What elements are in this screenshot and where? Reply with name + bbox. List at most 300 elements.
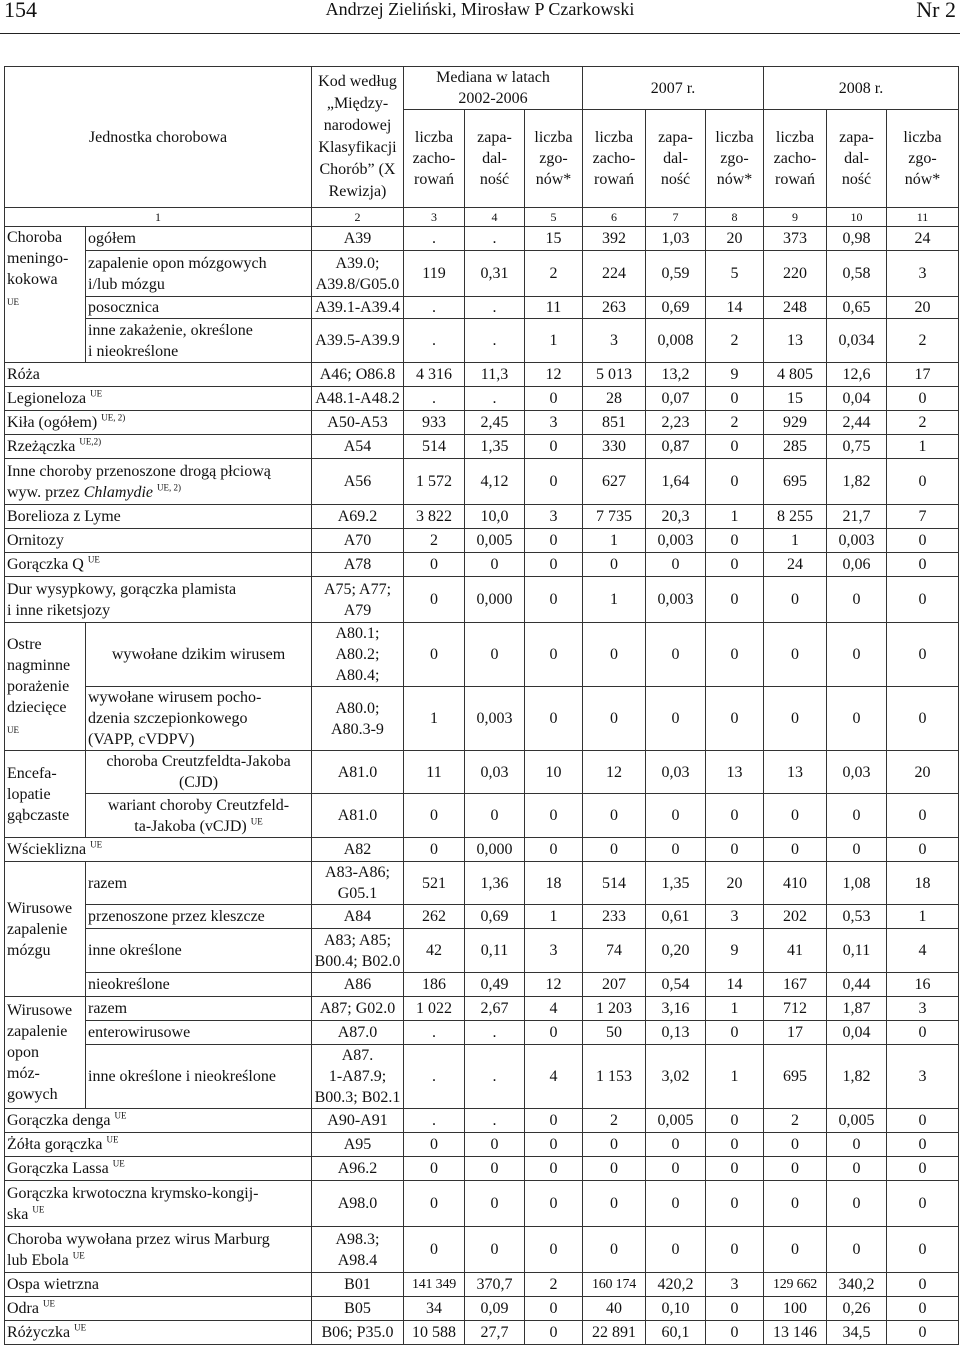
group-text: kokowa — [7, 271, 58, 288]
value-cell: 2 — [404, 529, 465, 553]
group-text: mózgu — [7, 941, 51, 959]
group-text: opon — [7, 1044, 39, 1061]
column-number: 6 — [583, 208, 646, 227]
value-cell: 1 203 — [583, 997, 646, 1021]
icd-text: A48.1-A48.2 — [315, 390, 400, 407]
head-incidence — [646, 110, 706, 208]
group-label — [5, 751, 86, 838]
icd-code — [312, 529, 404, 553]
value-cell: 0 — [525, 1297, 583, 1321]
table-row — [5, 929, 959, 973]
table-row — [5, 623, 959, 687]
value-cell: 0 — [706, 553, 764, 577]
table-row — [5, 838, 959, 862]
icd-code — [312, 387, 404, 411]
value-cell: 0 — [404, 794, 465, 838]
value-cell: 0 — [887, 1297, 959, 1321]
icd-code — [312, 1227, 404, 1273]
value-cell: 0 — [706, 1133, 764, 1157]
value-cell: 24 — [764, 553, 827, 577]
disease-text: dzenia szczepionkowego — [88, 710, 248, 727]
value-cell: 0,11 — [827, 929, 887, 973]
disease-name — [5, 1181, 312, 1227]
value-cell: 3 — [887, 997, 959, 1021]
value-cell: 0,26 — [827, 1297, 887, 1321]
icd-text: A87; G02.0 — [319, 1000, 396, 1017]
head-text: rowań — [414, 171, 454, 188]
value-cell: 4 316 — [404, 363, 465, 387]
value-cell: 0,20 — [646, 929, 706, 973]
head-text: zgo- — [908, 150, 937, 167]
ue-marker: UE — [112, 1158, 125, 1169]
value-cell: 0 — [525, 1321, 583, 1345]
value-cell: 16 — [887, 973, 959, 997]
head-text: zapa- — [658, 129, 693, 146]
value-cell: 0 — [887, 1273, 959, 1297]
value-cell: 370,7 — [465, 1273, 525, 1297]
value-cell: 0,61 — [646, 905, 706, 929]
head-text: dal- — [663, 150, 688, 167]
value-cell: 0 — [887, 387, 959, 411]
value-cell: 11,3 — [465, 363, 525, 387]
disease-text: Legioneloza — [7, 390, 87, 407]
value-cell: 0,10 — [646, 1297, 706, 1321]
table-row — [5, 862, 959, 905]
value-cell: 0,69 — [465, 905, 525, 929]
value-cell: 18 — [525, 862, 583, 905]
disease-text: wyw. przez — [7, 483, 80, 501]
value-cell: 0 — [525, 1021, 583, 1045]
table-row — [5, 577, 959, 623]
group-text: Ostre — [7, 636, 42, 653]
head-text: liczba — [534, 129, 573, 146]
value-cell: 0,06 — [827, 553, 887, 577]
value-cell: 0,03 — [465, 751, 525, 794]
disease-name — [5, 1297, 312, 1321]
table-row — [5, 1021, 959, 1045]
icd-text: A80.3-9 — [331, 720, 384, 738]
value-cell: 0 — [404, 1133, 465, 1157]
icd-text: A50-A53 — [327, 414, 388, 431]
head-unit — [5, 67, 312, 208]
value-cell: 10 588 — [404, 1321, 465, 1345]
value-cell: 0,005 — [827, 1109, 887, 1133]
value-cell: 20 — [887, 751, 959, 794]
value-cell: 695 — [764, 459, 827, 505]
page-header — [0, 0, 960, 26]
value-cell: 21,7 — [827, 505, 887, 529]
icd-code — [312, 1273, 404, 1297]
value-cell: 1 — [764, 529, 827, 553]
value-cell: 11 — [404, 751, 465, 794]
disease-name — [86, 1045, 312, 1109]
disease-text: Gorączka Lassa — [7, 1160, 109, 1177]
head-text: rowań — [775, 171, 815, 188]
group-text: dziecięce — [7, 699, 67, 716]
group-text: meningo- — [7, 250, 69, 267]
disease-text: wariant choroby Creutzfeld- — [107, 796, 290, 814]
value-cell: 10,0 — [465, 505, 525, 529]
value-cell: 0 — [646, 1227, 706, 1273]
value-cell: 233 — [583, 905, 646, 929]
group-text: Wirusowe — [7, 899, 73, 917]
icd-text: A54 — [343, 438, 372, 455]
icd-code — [312, 363, 404, 387]
value-cell: 60,1 — [646, 1321, 706, 1345]
icd-code — [312, 435, 404, 459]
value-cell: 0 — [887, 577, 959, 623]
head-text: nów* — [535, 171, 572, 188]
column-number: 8 — [706, 208, 764, 227]
value-cell: 0,59 — [646, 251, 706, 297]
value-cell: 8 255 — [764, 505, 827, 529]
value-cell: 0 — [525, 1227, 583, 1273]
value-cell: 1 — [887, 435, 959, 459]
value-cell: 0 — [706, 1297, 764, 1321]
value-cell: 933 — [404, 411, 465, 435]
value-cell: 0,04 — [827, 1021, 887, 1045]
table-row — [5, 435, 959, 459]
value-cell: 13,2 — [646, 363, 706, 387]
value-cell: 0 — [525, 1181, 583, 1227]
ue-marker: UE — [250, 816, 263, 827]
value-cell: 330 — [583, 435, 646, 459]
value-cell: 4 — [525, 1045, 583, 1109]
disease-text: wywołane wirusem pocho- — [88, 689, 262, 706]
value-cell: 521 — [404, 862, 465, 905]
value-cell: 514 — [583, 862, 646, 905]
value-cell: 15 — [764, 387, 827, 411]
disease-name — [5, 1157, 312, 1181]
icd-text: A80.2; — [335, 646, 380, 663]
value-cell: 0 — [646, 687, 706, 751]
value-cell: 1 572 — [404, 459, 465, 505]
value-cell: 0 — [764, 623, 827, 687]
value-cell: 0 — [646, 623, 706, 687]
head-text: dal- — [844, 150, 869, 167]
icd-text: A86 — [343, 976, 372, 993]
icd-code — [312, 862, 404, 905]
value-cell: 0 — [583, 1227, 646, 1273]
value-cell: 129 662 — [764, 1273, 827, 1297]
value-cell: 0 — [827, 1227, 887, 1273]
value-cell: 0 — [706, 1321, 764, 1345]
icd-code — [312, 794, 404, 838]
value-cell: 0,07 — [646, 387, 706, 411]
value-cell: 0 — [827, 1157, 887, 1181]
value-cell: 0 — [706, 387, 764, 411]
value-cell: 0,000 — [465, 838, 525, 862]
disease-name — [5, 529, 312, 553]
disease-name — [5, 1227, 312, 1273]
value-cell: . — [465, 387, 525, 411]
value-cell: 9 — [706, 363, 764, 387]
value-cell: 2,45 — [465, 411, 525, 435]
ue-marker: UE — [90, 388, 103, 399]
disease-name — [86, 297, 312, 319]
value-cell: 4 — [887, 929, 959, 973]
disease-name — [86, 227, 312, 251]
group-label — [5, 997, 86, 1109]
disease-text: Odra — [7, 1300, 39, 1317]
icd-text: A79 — [343, 601, 372, 619]
value-cell: 340,2 — [827, 1273, 887, 1297]
disease-text: zapalenie opon mózgowych — [88, 254, 267, 272]
value-cell: 13 — [706, 751, 764, 794]
head-text: liczba — [414, 129, 454, 146]
disease-text: wywołane dzikim wirusem — [111, 646, 286, 663]
column-number: 4 — [465, 208, 525, 227]
value-cell: 0 — [764, 1133, 827, 1157]
icd-code — [312, 227, 404, 251]
icd-code — [312, 1133, 404, 1157]
disease-name — [86, 251, 312, 297]
value-cell: 2 — [706, 319, 764, 363]
head-text: zacho- — [773, 150, 817, 167]
value-cell: 0,005 — [465, 529, 525, 553]
icd-text: A70 — [343, 532, 372, 549]
head-text: dal- — [482, 150, 507, 167]
value-cell: 0 — [827, 1181, 887, 1227]
value-cell: 224 — [583, 251, 646, 297]
value-cell: 0 — [465, 794, 525, 838]
value-cell: 392 — [583, 227, 646, 251]
value-cell: 12 — [525, 973, 583, 997]
value-cell: 41 — [764, 929, 827, 973]
value-cell: 100 — [764, 1297, 827, 1321]
value-cell: 2,23 — [646, 411, 706, 435]
head-text: Rewizja) — [328, 183, 387, 200]
group-text: Choroba — [7, 229, 63, 246]
value-cell: 2 — [583, 1109, 646, 1133]
icd-code — [312, 251, 404, 297]
value-cell: 74 — [583, 929, 646, 973]
disease-text: posocznica — [88, 299, 160, 316]
disease-text: Gorączka krwotoczna krymsko-kongij- — [7, 1184, 259, 1202]
column-number-row — [5, 208, 959, 227]
value-cell: . — [404, 319, 465, 363]
value-cell: 27,7 — [465, 1321, 525, 1345]
icd-text: A80.0; — [335, 699, 380, 717]
icd-text: A87.0 — [337, 1024, 378, 1041]
disease-name — [5, 1109, 312, 1133]
table-head — [5, 67, 959, 227]
value-cell: 2 — [525, 251, 583, 297]
table-row — [5, 505, 959, 529]
table-row — [5, 1273, 959, 1297]
value-cell: 0 — [646, 1157, 706, 1181]
value-cell: 9 — [706, 929, 764, 973]
icd-text: A80.1; — [335, 625, 380, 642]
icd-code — [312, 751, 404, 794]
icd-text: A98.0 — [337, 1195, 378, 1212]
value-cell: 207 — [583, 973, 646, 997]
value-cell: 1,36 — [465, 862, 525, 905]
value-cell: 0 — [887, 1227, 959, 1273]
value-cell: 3 — [706, 1273, 764, 1297]
value-cell: 0 — [887, 687, 959, 751]
column-number: 7 — [646, 208, 706, 227]
icd-code — [312, 1021, 404, 1045]
head-text: „Między- — [326, 95, 389, 112]
icd-text: B05 — [344, 1300, 371, 1317]
disease-text: Gorączka denga — [7, 1112, 111, 1129]
value-cell: 24 — [887, 227, 959, 251]
head-text: Jednostka chorobowa — [88, 128, 228, 146]
disease-text: i inne riketsjozy — [7, 601, 111, 619]
icd-code — [312, 973, 404, 997]
value-cell: 0 — [887, 1157, 959, 1181]
value-cell: 0 — [465, 623, 525, 687]
value-cell: 1 153 — [583, 1045, 646, 1109]
disease-text: Dur wysypkowy, gorączka plamista — [7, 580, 237, 598]
value-cell: 0 — [525, 1109, 583, 1133]
head-incidence — [465, 110, 525, 208]
value-cell: . — [465, 1045, 525, 1109]
value-cell: 20 — [887, 297, 959, 319]
value-cell: 0 — [827, 1133, 887, 1157]
disease-name — [5, 838, 312, 862]
group-text: zapalenie — [7, 1023, 68, 1040]
value-cell: 3,02 — [646, 1045, 706, 1109]
value-cell: 0 — [404, 577, 465, 623]
value-cell: 0 — [887, 1133, 959, 1157]
value-cell: 262 — [404, 905, 465, 929]
value-cell: 0 — [646, 553, 706, 577]
value-cell: 0 — [465, 553, 525, 577]
value-cell: 1,03 — [646, 227, 706, 251]
disease-name — [86, 751, 312, 794]
value-cell: 2,44 — [827, 411, 887, 435]
value-cell: 20,3 — [646, 505, 706, 529]
value-cell: 12,6 — [827, 363, 887, 387]
value-cell: 18 — [887, 862, 959, 905]
icd-code — [312, 505, 404, 529]
value-cell: 0 — [404, 553, 465, 577]
value-cell: . — [404, 1109, 465, 1133]
head-text: zapa- — [477, 129, 512, 146]
value-cell: 1 — [706, 505, 764, 529]
value-cell: 0 — [404, 838, 465, 862]
value-cell: 141 349 — [404, 1273, 465, 1297]
value-cell: 1,64 — [646, 459, 706, 505]
value-cell: 50 — [583, 1021, 646, 1045]
value-cell: 7 735 — [583, 505, 646, 529]
icd-text: A98.3; — [335, 1230, 380, 1248]
icd-code — [312, 905, 404, 929]
table-row — [5, 997, 959, 1021]
disease-text: ta-Jakoba (vCJD) — [134, 817, 247, 835]
value-cell: 17 — [887, 363, 959, 387]
value-cell: 1,82 — [827, 1045, 887, 1109]
disease-text: (CJD) — [178, 774, 219, 791]
head-deaths — [706, 110, 764, 208]
value-cell: 0 — [525, 577, 583, 623]
head-text: narodowej — [323, 117, 392, 134]
value-cell: 0 — [646, 1133, 706, 1157]
value-cell: 0,75 — [827, 435, 887, 459]
value-cell: 0 — [706, 623, 764, 687]
value-cell: 4,12 — [465, 459, 525, 505]
icd-text: B00.3; B02.1 — [314, 1089, 401, 1106]
head-text: zacho- — [412, 150, 456, 167]
icd-text: A80.4; — [335, 667, 380, 684]
value-cell: 0 — [764, 838, 827, 862]
value-cell: 0,11 — [465, 929, 525, 973]
icd-text: A98.4 — [337, 1251, 378, 1269]
icd-code — [312, 687, 404, 751]
value-cell: 3,16 — [646, 997, 706, 1021]
icd-text: A39.0; — [335, 254, 380, 272]
value-cell: 0,98 — [827, 227, 887, 251]
disease-text: inne określone i nieokreślone — [88, 1068, 276, 1085]
value-cell: 0,003 — [465, 687, 525, 751]
value-cell: 0,58 — [827, 251, 887, 297]
group-text: lopatie — [7, 785, 51, 803]
disease-text: ska — [7, 1205, 29, 1223]
icd-text: B00.4; B02.0 — [314, 952, 401, 970]
disease-name — [86, 623, 312, 687]
group-text: gowych — [7, 1086, 58, 1103]
value-cell: 0 — [827, 577, 887, 623]
value-cell: 0 — [525, 1133, 583, 1157]
icd-text: 1-A87.9; — [328, 1068, 387, 1085]
value-cell: 851 — [583, 411, 646, 435]
value-cell: 0 — [525, 459, 583, 505]
value-cell: 0 — [887, 553, 959, 577]
value-cell: 0 — [887, 838, 959, 862]
group-text: móz- — [7, 1065, 40, 1082]
disease-text: Kiła (ogółem) — [7, 414, 98, 431]
head-cases — [583, 110, 646, 208]
disease-name — [86, 929, 312, 973]
disease-text: Borelioza z Lyme — [7, 508, 121, 525]
table-row — [5, 411, 959, 435]
value-cell: 0 — [525, 1157, 583, 1181]
head-text: zgo- — [539, 150, 568, 167]
column-number: 5 — [525, 208, 583, 227]
value-cell: 10 — [525, 751, 583, 794]
icd-code — [312, 838, 404, 862]
column-number: 2 — [312, 208, 404, 227]
disease-name — [86, 794, 312, 838]
table-row — [5, 905, 959, 929]
disease-text: Choroba wywołana przez wirus Marburg — [7, 1230, 270, 1248]
value-cell: 40 — [583, 1297, 646, 1321]
table-row — [5, 1109, 959, 1133]
value-cell: 2,67 — [465, 997, 525, 1021]
value-cell: 3 — [525, 411, 583, 435]
value-cell: 0,008 — [646, 319, 706, 363]
icd-text: A87. — [341, 1047, 374, 1064]
value-cell: 1 — [404, 687, 465, 751]
disease-name — [86, 997, 312, 1021]
value-cell: . — [404, 387, 465, 411]
column-number: 10 — [827, 208, 887, 227]
value-cell: 3 — [583, 319, 646, 363]
value-cell: 0 — [706, 459, 764, 505]
value-cell: 7 — [887, 505, 959, 529]
disease-text: inne zakażenie, określone — [88, 321, 253, 339]
value-cell: 0 — [583, 1181, 646, 1227]
value-cell: 20 — [706, 227, 764, 251]
value-cell: 0,49 — [465, 973, 525, 997]
head-deaths — [887, 110, 959, 208]
value-cell: 17 — [764, 1021, 827, 1045]
value-cell: 5 013 — [583, 363, 646, 387]
disease-text: Żółta gorączka — [7, 1136, 103, 1153]
ue-marker: UE — [7, 725, 19, 735]
